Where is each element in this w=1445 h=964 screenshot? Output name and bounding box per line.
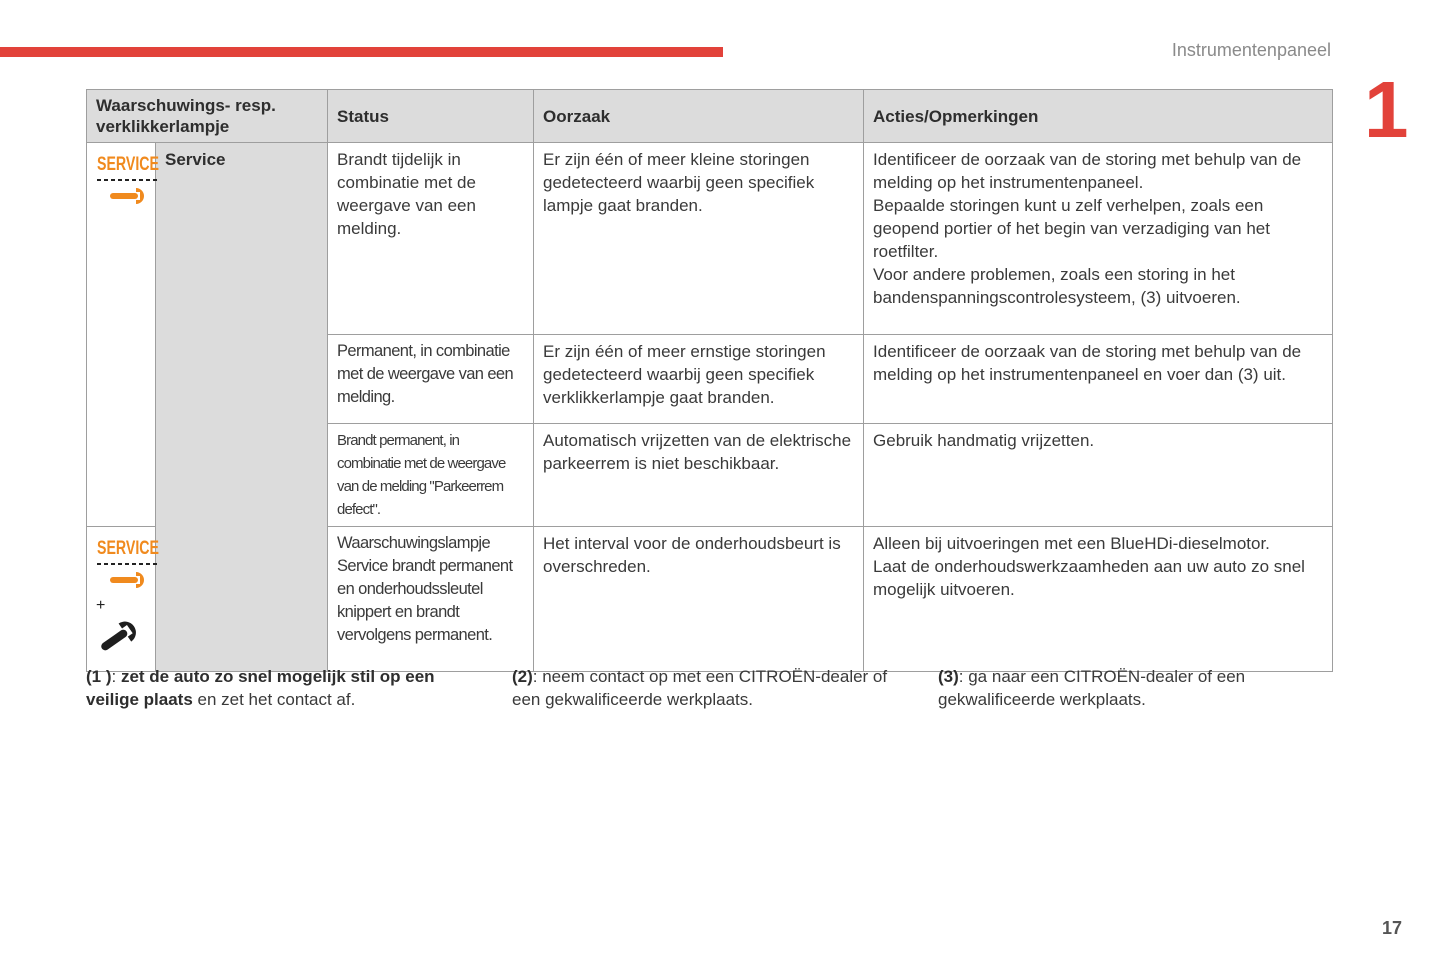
footnote-3: [938, 665, 1298, 711]
footnote-1-label: (1 ): [86, 667, 112, 686]
page-number: 17: [1382, 918, 1403, 938]
plus-sign: +: [96, 597, 106, 614]
warning-lamp-table: [86, 89, 1333, 672]
service-warning-icon: [96, 534, 160, 596]
cause-cell: Er zijn één of meer kleine storingen gedetecteerd waarbij geen specifiek lampje gaat branden.: [534, 143, 864, 335]
action-cell: Identificeer de oorzaak van de storing met behulp van de melding op het instrumentenpaneel en voer dan (3) uit.: [864, 335, 1333, 424]
lamp-name: Service: [156, 143, 328, 672]
status-cell: Brandt permanent, in combinatie met de weergave van de melding "Parkeerrem defect".: [328, 424, 534, 527]
service-warning-icon: [96, 150, 160, 212]
service-label: SERVICE: [97, 154, 159, 175]
wrench-icon: [110, 188, 144, 204]
action-cell: Identificeer de oorzaak van de storing met behulp van de melding op het instrumentenpaneel. Bepaalde storingen kunt u zelf verhelpen, zoals een geopend portier of het begin van verzadiging van het roetfilter. Voor andere problemen, zoals een storing in het bandenspanningscontrolesysteem, (3) uitvoeren.: [864, 143, 1333, 335]
action-cell: Alleen bij uitvoeringen met een BlueHDi-dieselmotor. Laat de onderhoudswerkzaamheden aan uw auto zo snel mogelijk uitvoeren.: [864, 527, 1333, 672]
chapter-number: 1: [1364, 65, 1409, 154]
status-cell: Permanent, in combinatie met de weergave van een melding.: [328, 335, 534, 424]
footnote-2: [512, 665, 912, 711]
footnote-1-text: en zet het contact af.: [192, 690, 356, 709]
footnote-1-sep: :: [111, 667, 121, 686]
footnote-3-text: : ga naar een CITROËN-dealer of een gekwalificeerde werkplaats.: [938, 667, 1246, 709]
footnote-1-bold: zet de auto zo snel mogelijk stil op een veilige plaats: [86, 667, 435, 709]
cause-cell: Automatisch vrijzetten van de elektrische parkeerrem is niet beschikbaar.: [534, 424, 864, 527]
header-lamp: Waarschuwings- resp. verklikkerlampje: [87, 90, 328, 143]
header-accent-bar: [0, 47, 723, 57]
status-cell: Brandt tijdelijk in combinatie met de weergave van een melding.: [328, 143, 534, 335]
service-label: SERVICE: [97, 538, 159, 559]
footnote-3-label: (3): [938, 667, 959, 686]
action-cell: Gebruik handmatig vrijzetten.: [864, 424, 1333, 527]
maintenance-key-icon: [96, 616, 144, 656]
table-row: [87, 143, 1333, 335]
header-cause: Oorzaak: [534, 90, 864, 143]
wrench-icon: [110, 572, 144, 588]
cause-cell: Het interval voor de onderhoudsbeurt is overschreden.: [534, 527, 864, 672]
header-actions: Acties/Opmerkingen: [864, 90, 1333, 143]
table-header-row: [87, 90, 1333, 143]
footnote-2-label: (2): [512, 667, 533, 686]
cause-cell: Er zijn één of meer ernstige storingen gedetecteerd waarbij geen specifiek verklikkerlampje gaat branden.: [534, 335, 864, 424]
status-cell: Waarschuwingslampje Service brandt permanent en onderhoudssleutel knippert en brandt vervolgens permanent.: [328, 527, 534, 672]
service-key-icon-cell: [87, 527, 159, 672]
footnote-2-text: : neem contact op met een CITROËN-dealer of een gekwalificeerde werkplaats.: [512, 667, 888, 709]
page-header-title: Instrumentenpaneel: [1171, 40, 1331, 60]
service-lamp-icon-cell: [87, 143, 159, 527]
header-status: Status: [328, 90, 534, 143]
footnote-1: [86, 665, 486, 711]
